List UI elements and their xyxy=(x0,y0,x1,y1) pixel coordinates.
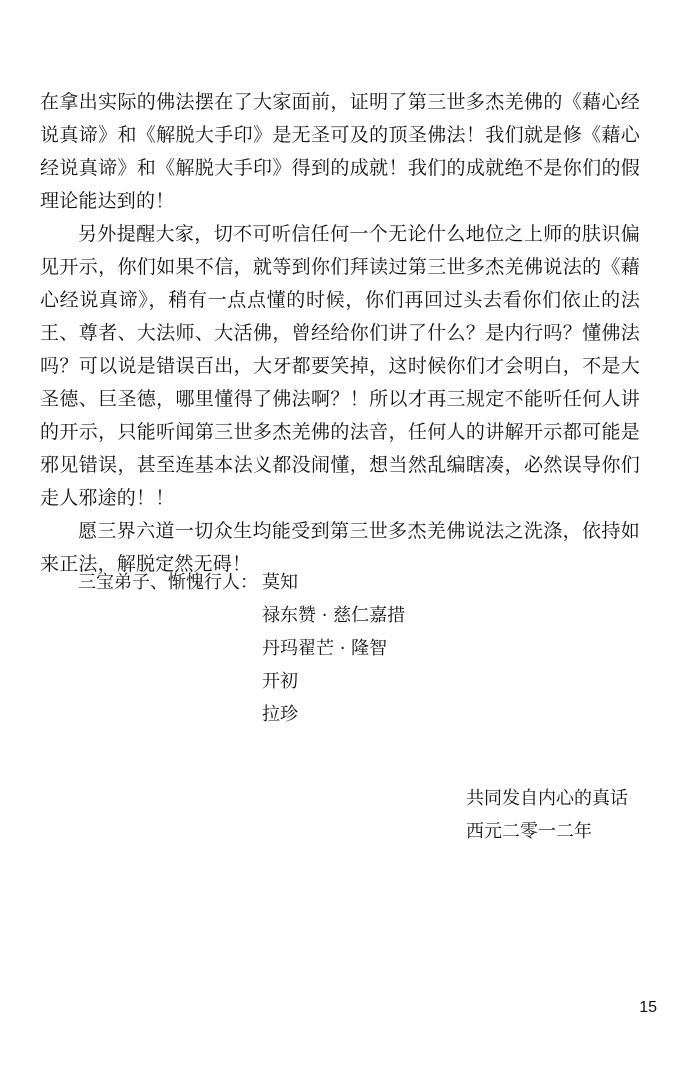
signatory-name: 拉珍 xyxy=(262,704,298,725)
signatory-line xyxy=(78,632,578,665)
signatory-line xyxy=(78,599,578,632)
signatory-name: 丹玛翟芒 · 隆智 xyxy=(262,638,388,659)
paragraph-2: 另外提醒大家，切不可听信任何一个无论什么地位之上师的肤识偏见开示，你们如果不信，就等到你们拜读过第三世多杰羌佛说法的《藉心经说真谛》，稍有一点点懂的时候，你们再回过头去看你们依止的法王、尊者、大法师、大活佛，曾经给你们讲了什么？是内行吗？懂佛法吗？可以说是错误百出，大牙都要笑掉，这时候你们才会明白，不是大圣德、巨圣德，哪里懂得了佛法啊？！所以才再三规定不能听任何人讲的开示，只能听闻第三世多杰羌佛的法音，任何人的讲解开示都可能是邪见错误，甚至连基本法义都没闹懂，想当然乱编瞎凑，必然误导你们走人邪途的！！ xyxy=(40,223,640,509)
signatory-name: 开初 xyxy=(262,671,298,692)
signatory-line xyxy=(78,566,578,599)
closing-statement: 共同发自内心的真话 xyxy=(466,788,628,809)
signatory-line xyxy=(78,698,578,731)
page-number: 15 xyxy=(639,999,657,1016)
signatory-line xyxy=(78,665,578,698)
signatory-name: 莫知 xyxy=(262,572,298,593)
closing-date: 西元二零一二年 xyxy=(466,821,592,842)
signatory-title: 三宝弟子、惭愧行人： xyxy=(78,572,258,593)
closing-block xyxy=(466,782,656,848)
signatory-block xyxy=(78,566,578,731)
paragraph-3: 愿三界六道一切众生均能受到第三世多杰羌佛说法之洗涤，依持如来正法，解脱定然无碍！ xyxy=(40,520,640,575)
paragraph-1: 在拿出实际的佛法摆在了大家面前，证明了第三世多杰羌佛的《藉心经说真谛》和《解脱大手印》是无圣可及的顶圣佛法！我们就是修《藉心经说真谛》和《解脱大手印》得到的成就！我们的成就绝不是你们的假理论能达到的！ xyxy=(40,91,640,212)
signatory-name: 禄东赞 · 慈仁嘉措 xyxy=(262,605,406,626)
body-text xyxy=(40,86,640,581)
